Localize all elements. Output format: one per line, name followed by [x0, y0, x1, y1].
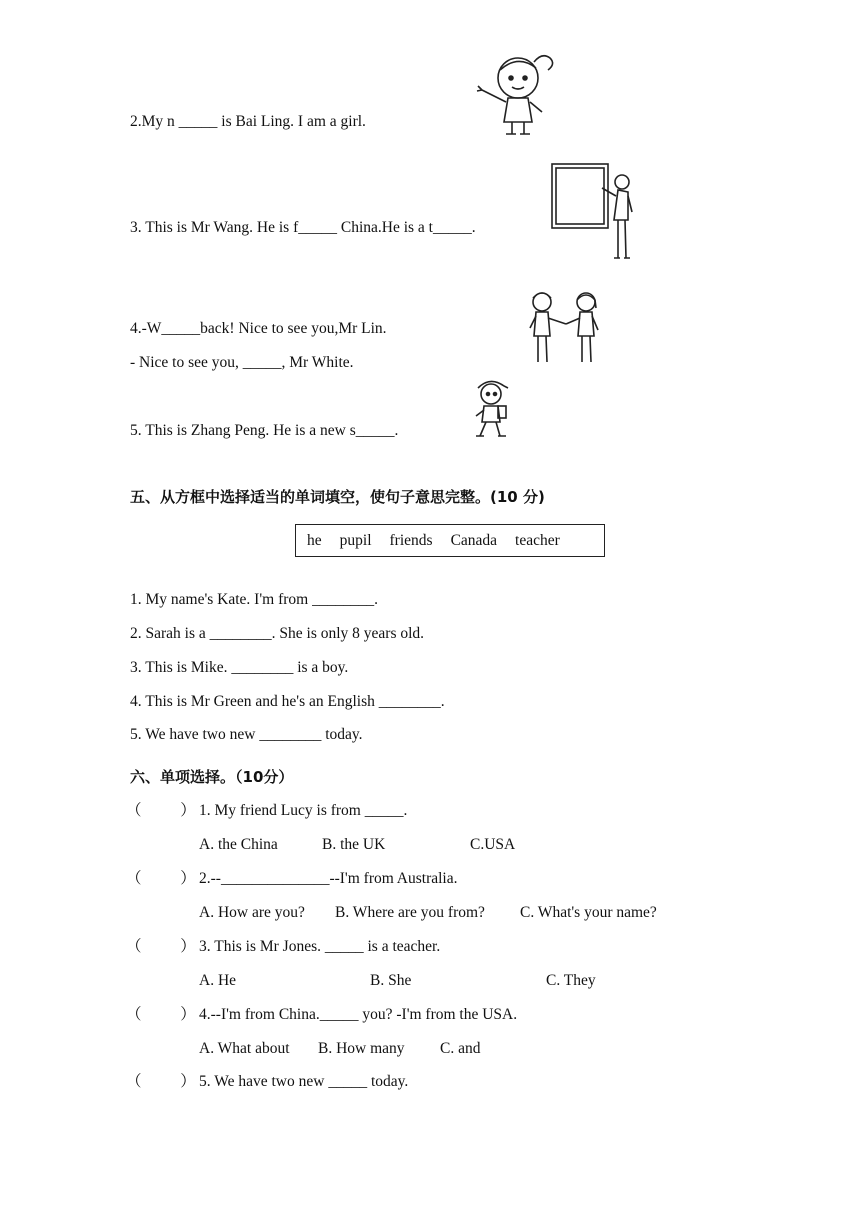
question-4-4a: 4.-W_____back! Nice to see you,Mr Lin.	[130, 320, 387, 337]
question-4-4b: - Nice to see you, _____, Mr White.	[130, 354, 354, 371]
two-people-shaking-hands-icon	[522, 288, 612, 366]
option-b: B. How many	[318, 1040, 405, 1057]
answer-parenthesis: （ ）	[126, 938, 196, 955]
section-5-item: 2. Sarah is a ________. She is only 8 years old.	[130, 625, 425, 642]
mc-question: 3. This is Mr Jones. _____ is a teacher.	[199, 938, 441, 955]
teacher-at-blackboard-icon	[548, 160, 638, 262]
option-b: B. the UK	[322, 836, 386, 853]
word-bank-item: Canada	[450, 531, 498, 549]
option-c: C. They	[546, 972, 596, 989]
option-a: A. He	[199, 972, 237, 989]
section-6-heading: 六、单项选择。（10分）	[130, 768, 294, 786]
answer-parenthesis: （ ）	[126, 1006, 196, 1023]
question-4-2: 2.My n _____ is Bai Ling. I am a girl.	[130, 113, 366, 130]
word-bank-item: friends	[389, 531, 433, 549]
section-5-item: 4. This is Mr Green and he's an English ________.	[130, 693, 445, 710]
answer-parenthesis: （ ）	[126, 870, 196, 887]
mc-question: 1. My friend Lucy is from _____.	[199, 802, 408, 819]
option-c: C. What's your name?	[520, 904, 657, 921]
mc-question: 5. We have two new _____ today.	[199, 1073, 409, 1090]
word-bank-item: teacher	[515, 531, 560, 549]
section-5-item: 1. My name's Kate. I'm from ________.	[130, 591, 378, 608]
option-b: B. She	[370, 972, 412, 989]
mc-question: 2.--______________--I'm from Australia.	[199, 870, 458, 887]
option-c: C.USA	[470, 836, 516, 853]
question-4-3: 3. This is Mr Wang. He is f_____ China.He is a t_____.	[130, 219, 476, 236]
option-a: A. How are you?	[199, 904, 305, 921]
section-5-item: 3. This is Mike. ________ is a boy.	[130, 659, 349, 676]
answer-parenthesis: （ ）	[126, 1073, 196, 1090]
mc-question: 4.--I'm from China._____ you? -I'm from the USA.	[199, 1006, 518, 1023]
option-a: A. the China	[199, 836, 278, 853]
word-bank-item: pupil	[339, 531, 372, 549]
girl-waving-icon	[470, 50, 570, 140]
option-a: A. What about	[199, 1040, 290, 1057]
word-bank-item: he	[307, 531, 322, 549]
option-b: B. Where are you from?	[335, 904, 485, 921]
question-4-5: 5. This is Zhang Peng. He is a new s_____.	[130, 422, 399, 439]
boy-with-cap-walking-icon	[470, 376, 514, 442]
option-c: C. and	[440, 1040, 481, 1057]
word-bank-box	[295, 524, 605, 557]
section-5-item: 5. We have two new ________ today.	[130, 726, 363, 743]
answer-parenthesis: （ ）	[126, 802, 196, 819]
section-5-heading: 五、从方框中选择适当的单词填空，使句子意思完整。(10 分)	[130, 488, 545, 506]
